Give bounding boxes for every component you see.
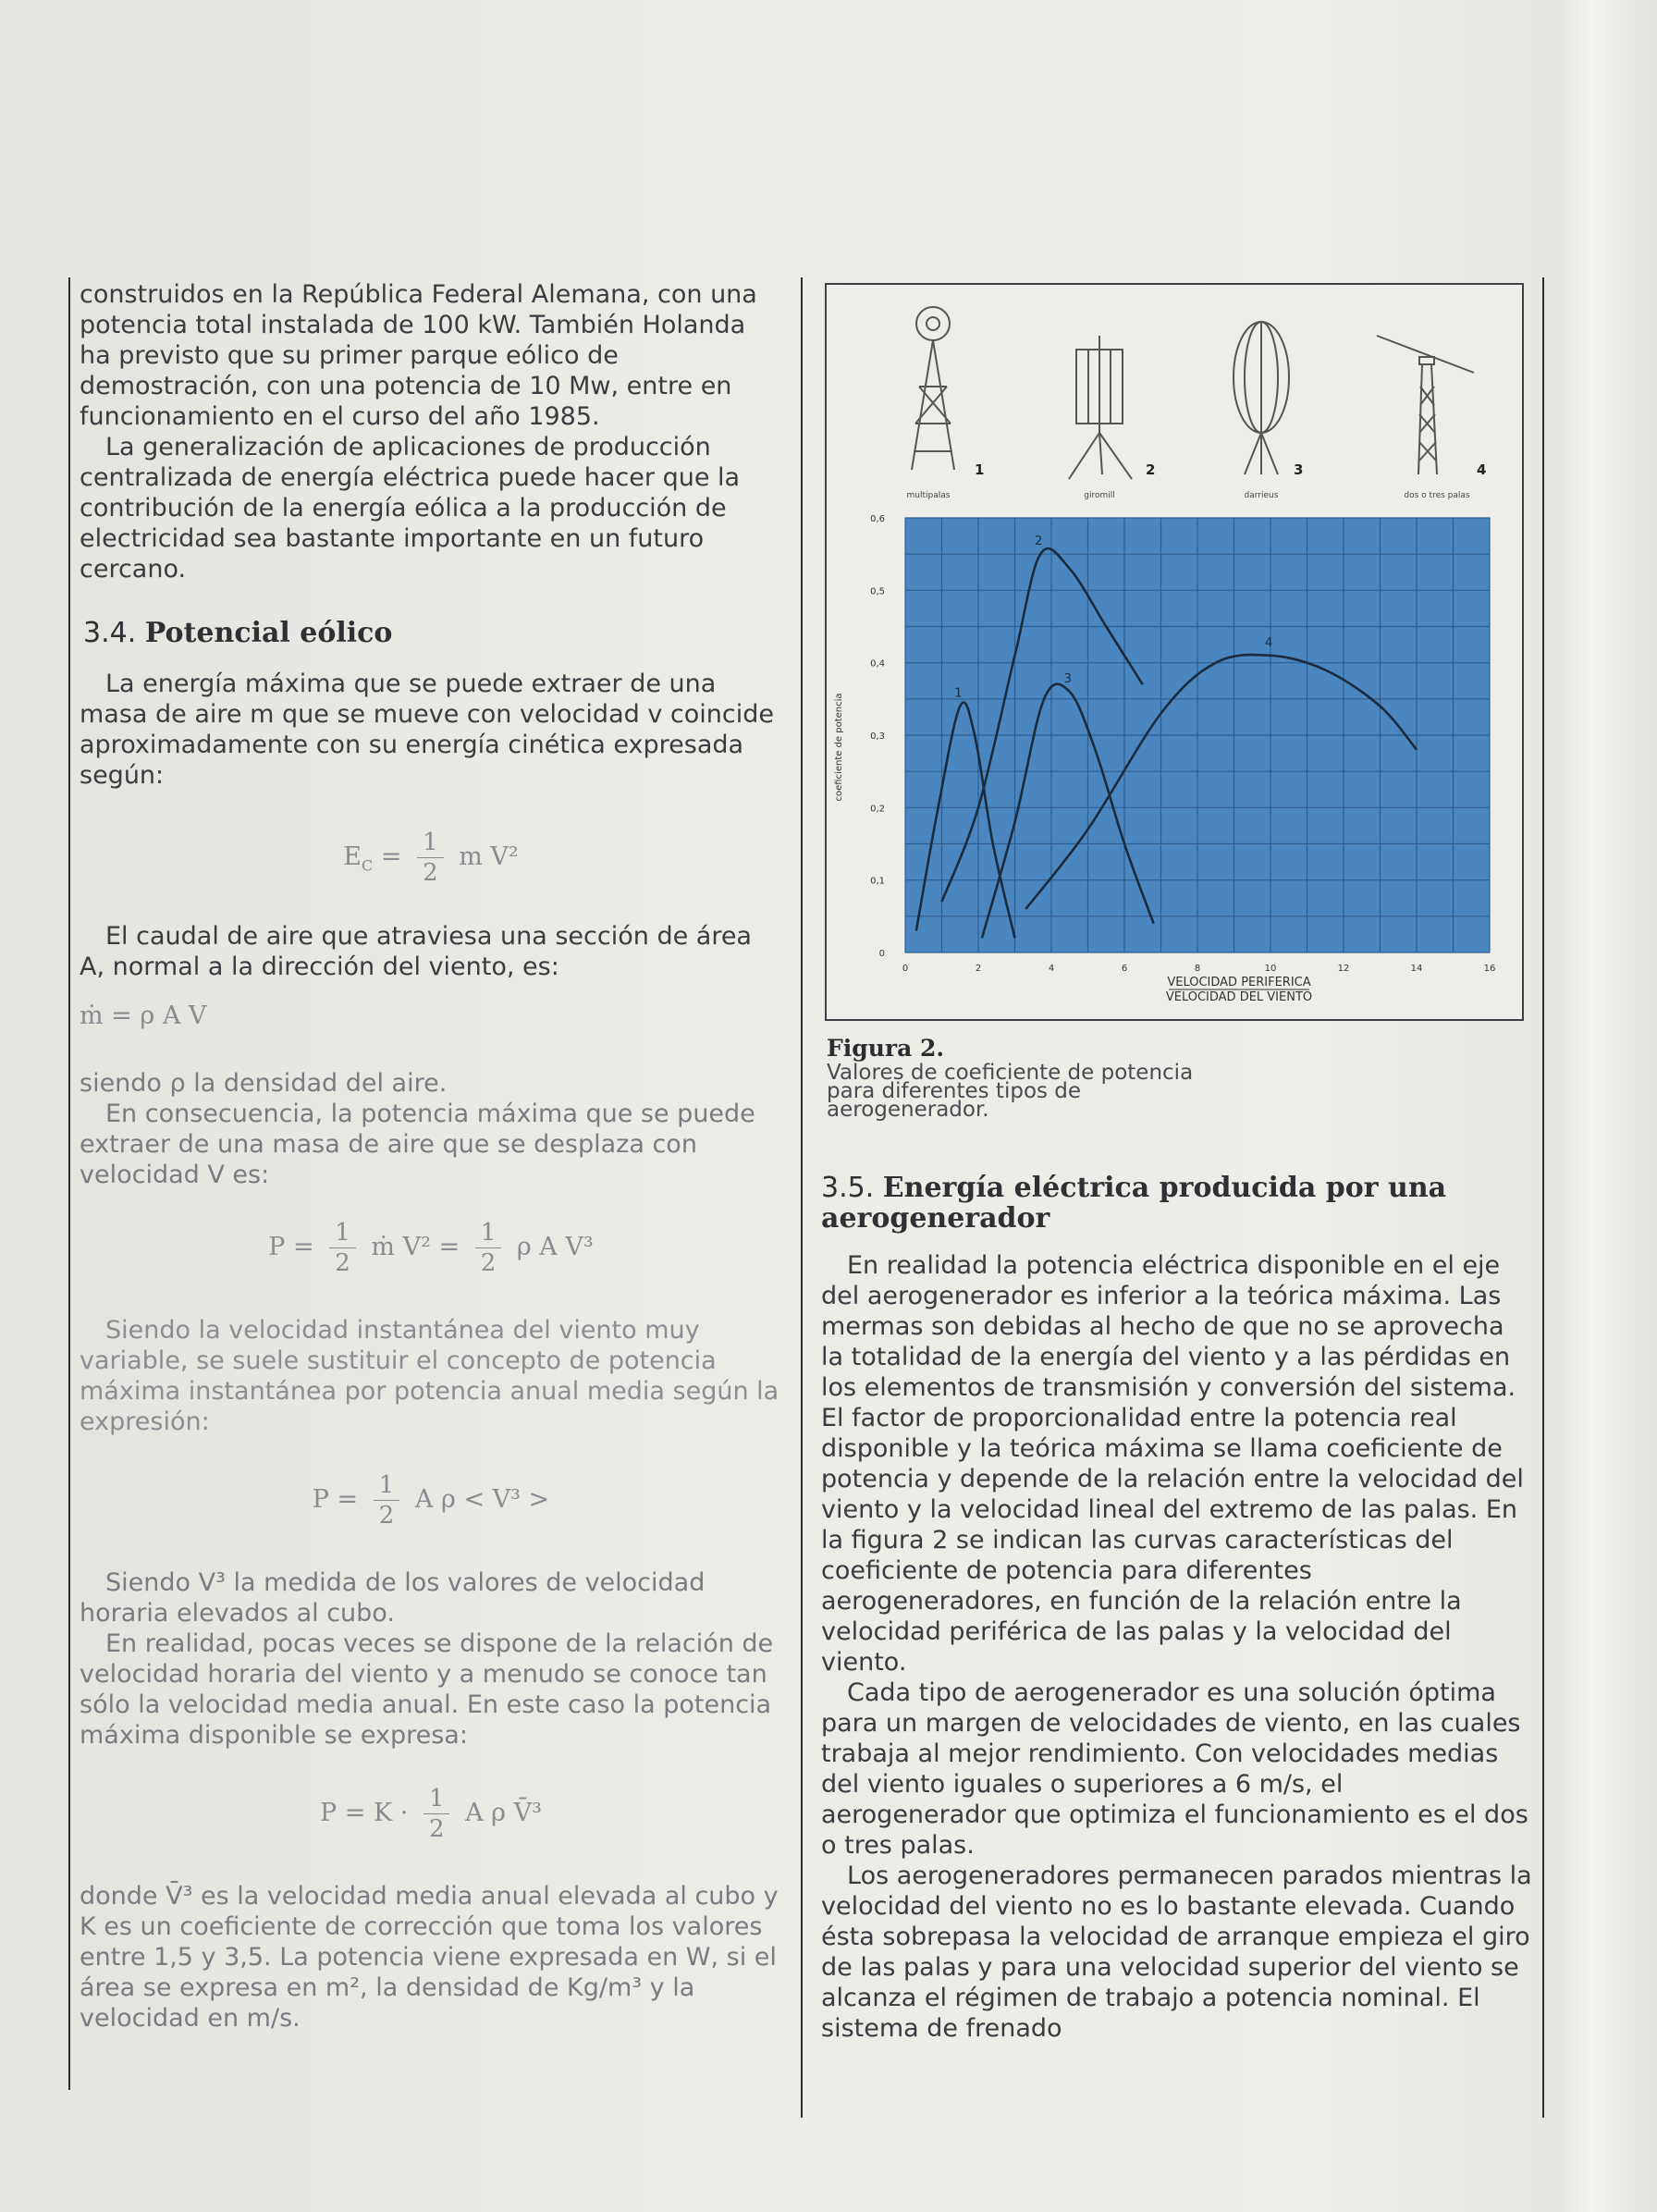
paragraph: Los aerogeneradores permanecen parados mientras la velocidad del viento no es lo bastante elevada. Cuando ésta sobrepasa la velocidad de arranque empieza el giro de las palas y para una velocidad superior del viento se alcanza el régimen de trabajo a potencia nominal. El sistema de frenado: [821, 1862, 1532, 2043]
formula-subscript: C: [362, 856, 374, 875]
x-tick-label: 4: [1048, 964, 1055, 974]
left-column-rule: [68, 277, 70, 2090]
x-axis-label-denominator: VELOCIDAD DEL VIENTO: [1165, 990, 1313, 1004]
turbine-darrieus-illustration: [1234, 322, 1289, 474]
formula-mass-flow: [80, 1001, 782, 1031]
paragraph: La energía máxima que se puede extraer de una masa de aire m que se mueve con velocidad v coincide aproximadamente con su energía cinética expresada según:: [80, 670, 774, 790]
turbine-name: giromill: [1084, 491, 1115, 500]
x-tick-label: 0: [902, 964, 909, 974]
caption-title: Figura 2.: [827, 1035, 945, 1062]
x-axis-label-numerator: VELOCIDAD PERIFERICA: [1167, 976, 1311, 989]
turbine-number: 1: [975, 461, 985, 478]
x-tick-label: 16: [1483, 964, 1496, 974]
numerator: 1: [475, 1218, 502, 1248]
denominator: 2: [480, 1249, 497, 1277]
paragraph: Cada tipo de aerogenerador es una solución óptima para un margen de velocidades de viento, en las cuales trabaja al mejor rendimiento. Con velocidades medias del viento iguales o superiores a 6 m/s, el aerogenerador que optimiza el funcionamiento es el dos o tres palas.: [821, 1678, 1528, 1860]
figure-caption: [827, 1035, 1215, 1122]
series-2-label: 2: [1035, 535, 1043, 549]
series-1-label: 1: [954, 686, 963, 701]
denominator: 2: [335, 1249, 350, 1277]
turbine-dos-tres-palas-illustration: [1377, 336, 1474, 474]
formula-term: A ρ < V³ >: [414, 1485, 550, 1514]
formula-term: P = K ·: [320, 1799, 409, 1827]
right-column: [821, 1173, 1533, 2044]
paragraph: Siendo V³ la medida de los valores de velocidad horaria elevados al cubo.: [80, 1568, 706, 1628]
caption-text: Valores de coeficiente de potencia para diferentes tipos de aerogenerador.: [827, 1061, 1194, 1122]
power-coefficient-chart: [827, 285, 1522, 1019]
fraction: [423, 1784, 450, 1844]
section-number: 3.5.: [821, 1172, 875, 1204]
y-tick-label: 0,2: [870, 804, 885, 815]
formula-term: ρ A V³: [516, 1233, 594, 1261]
formula-term: ṁ = ρ A V: [80, 1002, 207, 1030]
y-tick-label: 0,4: [870, 658, 885, 670]
paragraph: En consecuencia, la potencia máxima que se puede extraer de una masa de aire que se desplaza con velocidad V es:: [80, 1100, 755, 1189]
series-3-label: 3: [1063, 672, 1073, 686]
numerator: 1: [329, 1218, 356, 1248]
y-tick-label: 0,3: [870, 731, 885, 742]
section-title: Potencial eólico: [144, 617, 393, 649]
paragraph: El caudal de aire que atraviesa una sección de área A, normal a la dirección del viento, es:: [80, 922, 752, 981]
paragraph: Siendo la velocidad instantánea del viento muy variable, se suele sustituir el concepto de potencia máxima instantánea por potencia anual media según la expresión:: [80, 1316, 779, 1436]
formula-symbol: E: [343, 842, 362, 871]
numerator: 1: [423, 1784, 450, 1814]
x-tick-label: 6: [1121, 964, 1128, 974]
paragraph: donde V̄³ es la velocidad media anual elevada al cubo y K es un coeficiente de corrección que toma los valores entre 1,5 y 3,5. La potencia viene expresada en W, si el área se expresa en m², la densidad de Kg/m³ y la velocidad en m/s.: [80, 1882, 779, 2033]
formula-kinetic-energy: [80, 828, 782, 888]
formula-equals: =: [380, 842, 402, 871]
paragraph: En realidad la potencia eléctrica disponible en el eje del aerogenerador es inferior a la teórica máxima. Las mermas son debidas al hecho de que no se aprovecha la totalidad de la energía del viento y a las pérdidas en los elementos de transmisión y conversión del sistema. El factor de proporcionalidad entre la potencia real disponible y la teórica máxima se llama coeficiente de potencia y depende de la relación entre la velocidad del viento y la velocidad lineal del extremo de las palas. En la figura 2 se indican las curvas características del coeficiente de potencia para diferentes aerogeneradores, en función de la relación entre la velocidad periférica de las palas y la velocidad del viento.: [821, 1251, 1524, 1677]
figure-2: [825, 283, 1524, 1021]
formula-annual-power: [80, 1784, 782, 1844]
formula-term: m V²: [459, 842, 519, 871]
section-heading: [83, 618, 782, 648]
y-axis-label: coeficiente de potencia: [834, 693, 844, 802]
fraction: [417, 828, 444, 888]
denominator: 2: [378, 1502, 395, 1530]
turbine-name: darrieus: [1244, 491, 1279, 500]
fraction: [329, 1218, 356, 1278]
turbine-giromill-illustration: [1069, 336, 1132, 479]
center-column-rule: [801, 277, 803, 2118]
x-tick-label: 10: [1264, 964, 1277, 974]
turbine-name: dos o tres palas: [1404, 491, 1470, 500]
formula-max-power: [80, 1218, 782, 1278]
right-column-rule: [1542, 277, 1544, 2118]
formula-term: ṁ V² =: [371, 1233, 460, 1261]
y-tick-label: 0,5: [870, 586, 885, 597]
turbine-multipalas-illustration: [912, 307, 954, 470]
fraction: [374, 1470, 400, 1530]
y-tick-label: 0,1: [870, 876, 885, 887]
turbine-name: multipalas: [906, 491, 951, 500]
section-title: Energía eléctrica producida por una aerogenerador: [821, 1172, 1447, 1235]
formula-term: P =: [312, 1485, 359, 1514]
formula-mean-power: [80, 1470, 782, 1530]
section-heading: [821, 1173, 1533, 1234]
turbine-number: 3: [1294, 461, 1304, 478]
left-column: [80, 279, 782, 2034]
turbine-number: 2: [1146, 461, 1156, 478]
paragraph: siendo ρ la densidad del aire.: [80, 1069, 448, 1098]
numerator: 1: [374, 1470, 400, 1501]
formula-term: P =: [268, 1233, 314, 1261]
x-tick-label: 2: [975, 964, 982, 974]
numerator: 1: [417, 828, 444, 858]
y-tick-label: 0,6: [870, 514, 885, 524]
paragraph: construidos en la República Federal Alemana, con una potencia total instalada de 100 kW. También Holanda ha previsto que su primer parque eólico de demostración, con una potencia de 10 Mw, entre en funcionamiento en el curso del año 1985.: [80, 280, 757, 431]
denominator: 2: [428, 1815, 445, 1843]
x-tick-label: 8: [1194, 964, 1201, 974]
denominator: 2: [423, 859, 438, 887]
paragraph: La generalización de aplicaciones de producción centralizada de energía eléctrica puede hacer que la contribución de la energía eólica a la producción de electricidad sea bastante importante en un futuro cercano.: [80, 433, 741, 584]
turbine-number: 4: [1477, 461, 1487, 478]
x-tick-label: 12: [1337, 964, 1350, 974]
paragraph: En realidad, pocas veces se dispone de la relación de velocidad horaria del viento y a menudo se conoce tan sólo la velocidad media anual. En este caso la potencia máxima disponible se expresa:: [80, 1629, 774, 1750]
series-4-label: 4: [1265, 635, 1273, 650]
x-tick-label: 14: [1410, 964, 1423, 974]
section-number: 3.4.: [83, 617, 137, 649]
y-tick-label: 0: [878, 949, 885, 959]
formula-term: A ρ V̄³: [465, 1799, 542, 1827]
fraction: [475, 1218, 502, 1278]
